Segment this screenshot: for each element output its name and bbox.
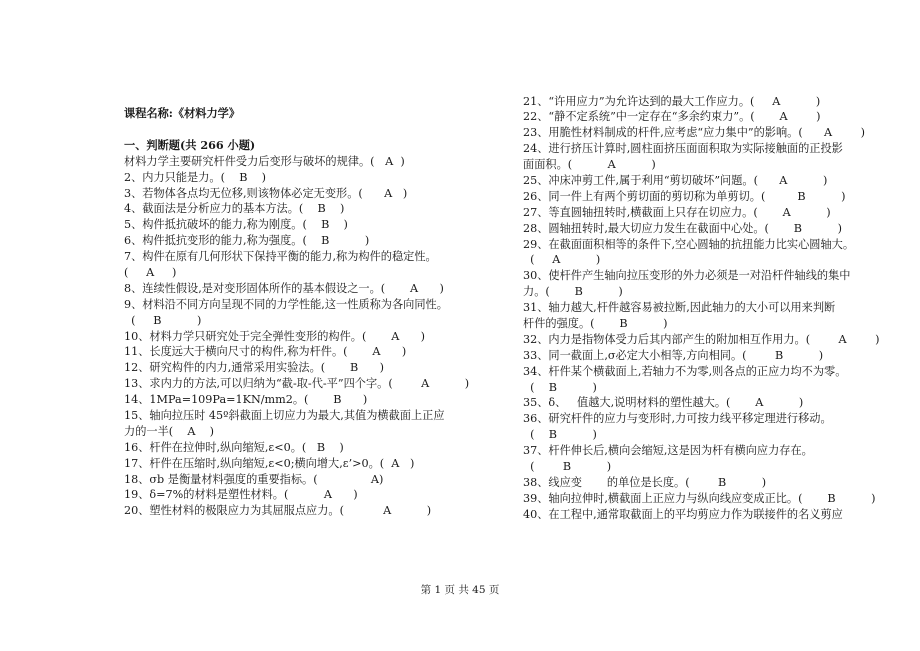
question-line: 14、1MPa=109Pa=1KN/mm2。( B ) <box>124 393 368 407</box>
question-line: 30、使杆件产生轴向拉压变形的外力必须是一对沿杆件轴线的集中 <box>523 269 851 283</box>
question-line: 21、“许用应力”为允许达到的最大工作应力。( A ) <box>523 94 821 108</box>
question-line: 29、在截面面积相等的条件下,空心圆轴的抗扭能力比实心圆轴大。 <box>523 237 855 251</box>
question-line: ( A ) <box>523 253 601 267</box>
question-line: 8、连续性假设,是对变形固体所作的基本假设之一。( A ) <box>124 281 444 295</box>
question-line: 12、研究构件的内力,通常采用实验法。( B ) <box>124 361 384 375</box>
question-line: 杆件的强度。( B ) <box>523 316 668 330</box>
question-line: 22、“静不定系统”中一定存在“多余约束力”。( A ) <box>523 110 821 124</box>
question-line: 32、内力是指物体受力后其内部产生的附加相互作用力。( A ) <box>523 332 880 346</box>
spacer <box>124 122 492 138</box>
question-line: 面面积。( A ) <box>523 158 656 172</box>
question-line: 6、构件抵抗变形的能力,称为强度。( B ) <box>124 234 370 248</box>
question-line: 4、截面法是分析应力的基本方法。( B ) <box>124 202 345 216</box>
question-line: ( B ) <box>124 313 202 327</box>
left-column <box>124 106 492 519</box>
right-column <box>523 94 880 523</box>
question-line: 17、杆件在压缩时,纵向缩短,ε<0;横向增大,ε’>0。( A ) <box>124 456 415 470</box>
question-line: 23、用脆性材料制成的杆件,应考虑“应力集中”的影响。( A ) <box>523 126 865 140</box>
question-line: 9、材料沿不同方向呈现不同的力学性能,这一性质称为各向同性。 <box>124 297 448 311</box>
question-line: 材料力学主要研究杆件受力后变形与破坏的规律。( A ) <box>124 154 405 168</box>
question-line: 力的一半( A ) <box>124 424 215 438</box>
question-line: ( B ) <box>523 459 612 473</box>
question-line: 11、长度远大于横向尺寸的构件,称为杆件。( A ) <box>124 345 407 359</box>
question-line: 28、圆轴扭转时,最大切应力发生在截面中心处。( B ) <box>523 221 842 235</box>
question-line: 27、等直圆轴扭转时,横截面上只存在切应力。( A ) <box>523 205 831 219</box>
question-line: 16、杆件在拉伸时,纵向缩短,ε<0。( B ) <box>124 440 344 454</box>
question-line: 13、求内力的方法,可以归纳为“截-取-代-平”四个字。( A ) <box>124 377 470 391</box>
question-line: 34、杆件某个横截面上,若轴力不为零,则各点的正应力均不为零。 <box>523 364 847 378</box>
section-heading: 一、判断题(共 266 小题) <box>124 137 256 152</box>
question-line: 33、同一截面上,σ必定大小相等,方向相同。( B ) <box>523 348 824 362</box>
question-line: 7、构件在原有几何形状下保持平衡的能力,称为构件的稳定性。 <box>124 250 437 264</box>
question-line: ( B ) <box>523 428 597 442</box>
question-line: 36、研究杆件的应力与变形时,力可按力线平移定理进行移动。 <box>523 412 832 426</box>
question-line: 35、δ、 值越大,说明材料的塑性越大。( A ) <box>523 396 804 410</box>
question-line: 3、若物体各点均无位移,则该物体必定无变形。( A ) <box>124 186 408 200</box>
question-line: 37、杆件伸长后,横向会缩短,这是因为杆有横向应力存在。 <box>523 444 813 458</box>
question-line: ( B ) <box>523 380 597 394</box>
question-line: 19、δ=7%的材料是塑性材料。( A ) <box>124 488 358 502</box>
question-line: ( A ) <box>124 266 177 280</box>
question-line: 力。( B ) <box>523 285 623 299</box>
question-line: 20、塑性材料的极限应力为其屈服点应力。( A ) <box>124 504 432 518</box>
section-heading: 课程名称:《材料力学》 <box>124 106 241 120</box>
page-footer: 第 1 页 共 45 页 <box>420 584 500 596</box>
question-line: 5、构件抵抗破坏的能力,称为刚度。( B ) <box>124 218 348 232</box>
question-line: 10、材料力学只研究处于完全弹性变形的构件。( A ) <box>124 329 426 343</box>
question-line: 38、线应变 的单位是长度。( B ) <box>523 475 767 489</box>
question-line: 39、轴向拉伸时,横截面上正应力与纵向线应变成正比。( B ) <box>523 491 876 505</box>
question-line: 25、冲床冲剪工件,属于利用“剪切破坏”问题。( A ) <box>523 173 828 187</box>
question-line: 2、内力只能是力。( B ) <box>124 170 267 184</box>
question-line: 31、轴力越大,杆件越容易被拉断,因此轴力的大小可以用来判断 <box>523 301 836 315</box>
question-line: 18、σb 是衡量材料强度的重要指标。( A) <box>124 472 384 486</box>
question-line: 24、进行挤压计算时,圆柱面挤压面面积取为实际接触面的正投影 <box>523 142 843 156</box>
question-line: 26、同一件上有两个剪切面的剪切称为单剪切。( B ) <box>523 189 846 203</box>
question-line: 40、在工程中,通常取截面上的平均剪应力作为联接件的名义剪应 <box>523 507 843 521</box>
question-line: 15、轴向拉压时 45º斜截面上切应力为最大,其值为横截面上正应 <box>124 409 445 423</box>
